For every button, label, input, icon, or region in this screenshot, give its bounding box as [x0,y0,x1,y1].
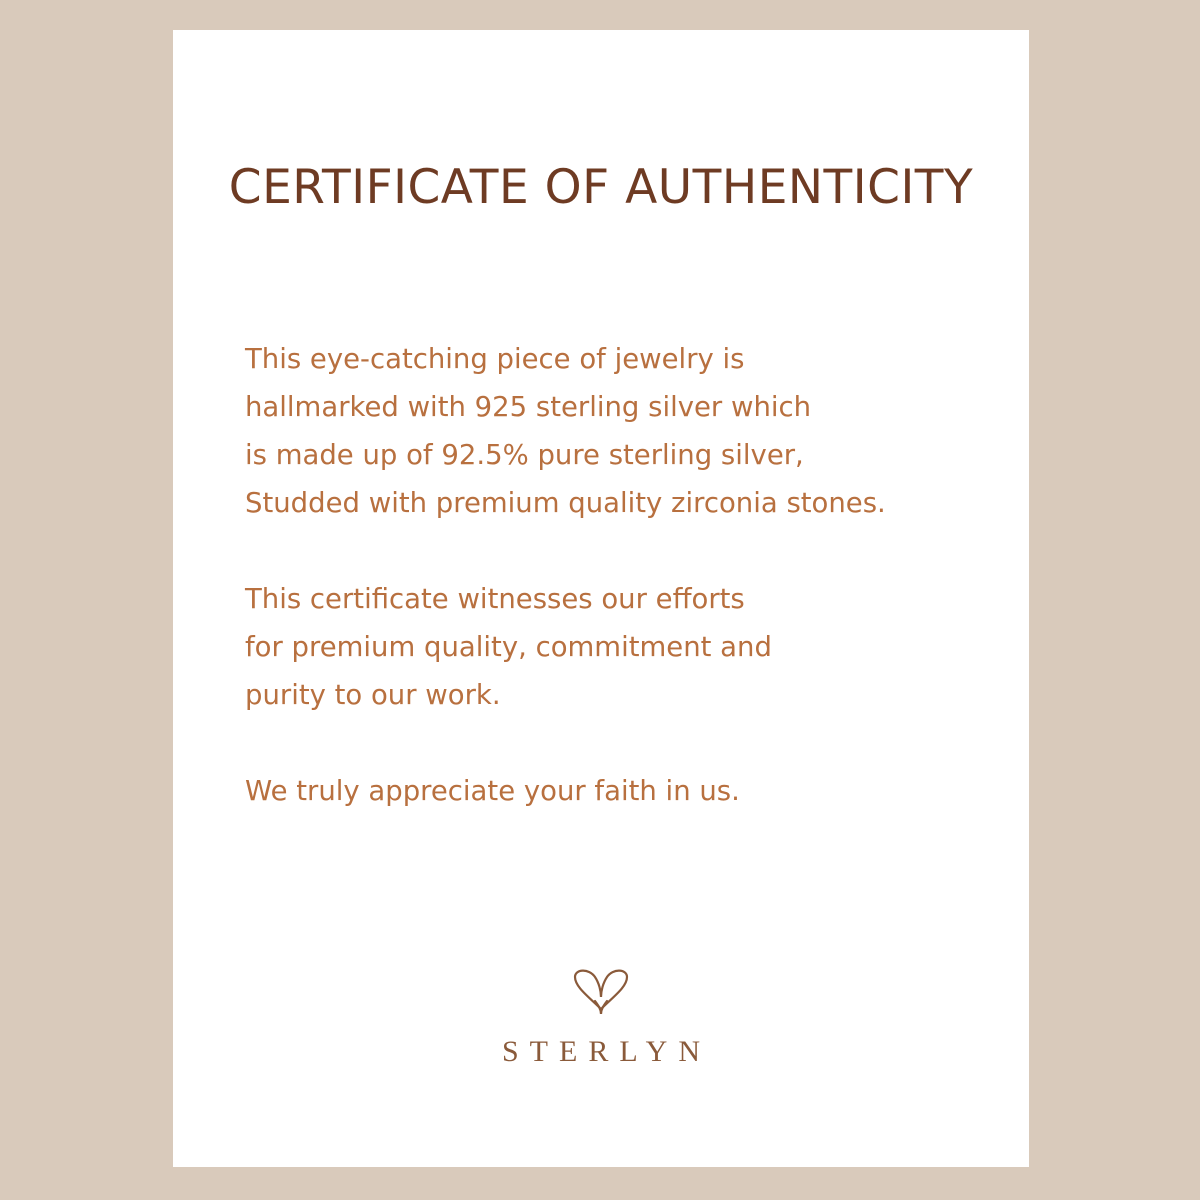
paragraph-line: This eye-catching piece of jewelry is [245,343,745,375]
paragraph-2 [245,575,985,719]
page-title: CERTIFICATE OF AUTHENTICITY [228,160,974,215]
paragraph-line: Studded with premium quality zirconia stones. [245,487,886,519]
heart-swirl-icon [565,967,637,1029]
certificate-body [245,335,985,815]
certificate-card [173,30,1029,1167]
paragraph-line: This certificate witnesses our efforts [245,583,745,615]
brand-name: STERLYN [502,1035,711,1068]
certificate-content [173,30,1029,1167]
paragraph-1 [245,335,985,527]
paragraph-line: hallmarked with 925 sterling silver which [245,391,812,423]
paragraph-3 [245,767,985,815]
paragraph-line: for premium quality, commitment and [245,631,772,663]
paragraph-line: purity to our work. [245,679,501,711]
paragraph-line: We truly appreciate your faith in us. [245,775,740,807]
brand-lockup [173,967,1029,1069]
paragraph-line: is made up of 92.5% pure sterling silver, [245,439,804,471]
